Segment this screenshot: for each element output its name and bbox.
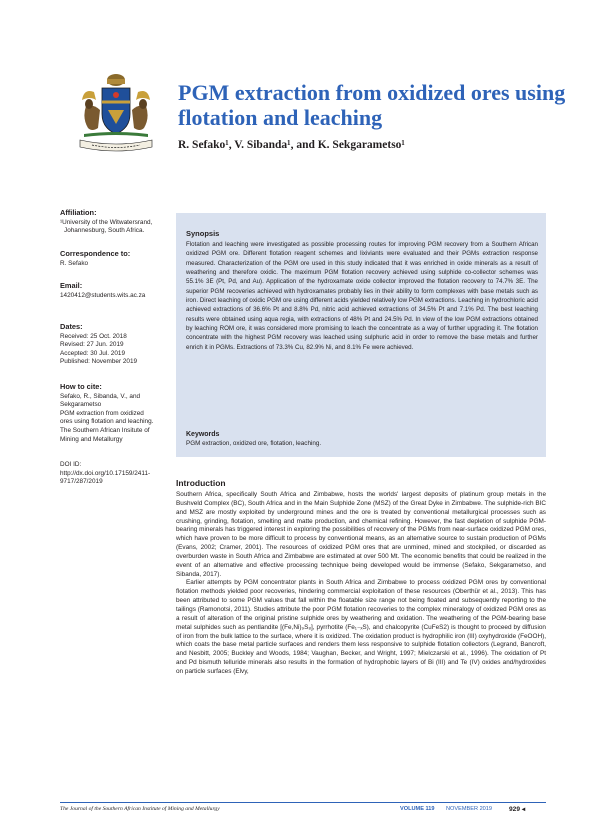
cite-line: ores using flotation and leaching.: [60, 418, 154, 426]
email-section: [60, 282, 168, 300]
intro-paragraph: Southern Africa, specifically South Africa and Zimbabwe, hosts the worlds' largest deposits of platinum group metals in the Bushveld Complex (BC), South Africa and in the Main Sulphide Zone (MSZ) of the Great Dyke in Zimbabwe. The sulphide-rich BIC and MSZ are mostly exploited by underground mines and the ore is treated by conventional metallurgical processes such as crushing, grinding, flotation, smelting and matte production, and chemical refining. However, the fast depletion of sulphide PGM-bearing minerals has triggered interest in exploring the possibilities of recovery of the PGMs from near-surface oxidized PGM ores, which have proven to be more difficult to process by conventional means, as an alternative source to sustain production of PGMs (Evans, 2002; Cramer, 2001). The resources of oxidized PGM ores that are unmined, mined and stockpiled, or discarded as overburden waste in South Africa and Zimbabwe are estimated at over 500 Mt. The economic benefits that could be realized in the event of an alternative and effective processing technique being developed would be immense (Sefako, Sekgarametso, and Sibanda, 2017).: [176, 491, 546, 578]
volume-label: VOLUME 119: [400, 806, 435, 812]
affiliation-line: Johannesburg, South Africa.: [64, 227, 145, 235]
author-list: R. Sefako¹, V. Sibanda¹, and K. Sekgarametso¹: [178, 139, 405, 151]
cite-line: Mining and Metallurgy: [60, 435, 123, 443]
cite-line: PGM extraction from oxidized: [60, 409, 144, 417]
affiliation-heading: Affiliation:: [60, 208, 97, 217]
journal-name: The Journal of the Southern African Institute of Mining and Metallurgy: [60, 806, 220, 812]
cite-line: Sekgarametso: [60, 401, 102, 409]
citation-section: [60, 383, 168, 444]
article-title: PGM extraction from oxidized ores using flotation and leaching: [178, 80, 566, 130]
keywords-text: PGM extraction, oxidized ore, flotation, leaching.: [186, 440, 322, 447]
intro-paragraph: Earlier attempts by PGM concentrator plants in South Africa and Zimbabwe to process oxidized PGM ores by conventional flotation methods yielded poor recoveries, hindering commercial exploitation of these resources (Oberthür et al., 2013). This has been attributed to some PGM values that fall within the floatable size range not being floated and subsequently reporting to the tailings (Ramonotsi, 2011). Studies attribute the poor PGM flotation recoveries to the complex mineralogy of oxidized PGM ores as a result of alteration of the original pristine sulphide ores by weathering and oxidation. The weathering of the PGM-bearing base metal sulphides such as pentlandite [(Fe,Ni)₉S₈], pyrrhotite (Fe₁₋ₓS), and chalcopyrite (CuFeS2) is thought to proceed by diffusion of iron from the bulk lattice to the surface, where it is oxidized. The oxidation product is hydrophilic iron (III) oxyhydroxide (FeOOH), which coats the base metal particle surfaces and renders them less responsive to sulphide flotation collectors (Legrand, Bancroft, and Nesbitt, 2005; Buckley and Woods, 1984; Vaughan, Becker, and Wright, 1997; Mielczarski et al., 1996). The oxidation of Pt and Pd bismuth telluride minerals also results in the formation of hydrophobic layers of Bi (III) and Te (IV) oxides and/hydroxides on particle surfaces (Elvy,: [176, 579, 546, 675]
doi-link[interactable]: 9717/287/2019: [60, 478, 103, 486]
doi-label: DOI ID:: [60, 461, 82, 468]
cite-heading: How to cite:: [60, 382, 102, 391]
correspondence-name: R. Sefako: [60, 259, 89, 267]
affiliation-line: ¹University of the Witwatersrand,: [60, 218, 153, 226]
dates-heading: Dates:: [60, 322, 83, 331]
synopsis-text: Flotation and leaching were investigated as possible processing routes for improving PGM recovery from a Southern African oxidized PGM ore. Different flotation reagent schemes and lixiviants were evaluated and their PGMs extraction response measured. Characterization of the PGM ore used in this study indicated that it was enriched in oxide minerals as a result of weathering and therefore oxidic. The maximum PGM flotation recovery achieved using sulphide co-collector schemes was 55.1% 3E (Pt, Pd, and Au). Application of the hydroxamate oxide collector improved the flotation recovery to 74.7% 3E. The superior PGM recoveries achieved with hydroxamates probably lies in their ability to form complexes with base metals such as iron. Direct leaching of oxidic PGM ore using different acids yielded relatively low PGM extractions. Leaching in hydrochloric acid achieved extractions of 36.6% Pt and 8.8% Pd, nitric acid achieved extractions of 34.5% Pt and 7.1% Pd. The best leaching results were obtained using aqua regia, with extractions of 48% Pt and 24.5% Pd. In view of the low PGM extractions obtained by leaching ROM ore, it was considered more promising to leach the concentrate as a way of further upgrading it. The flotation concentrate with the highest PGM recovery was leached using sulphuric acid in order to remove the base metals and further enrich it in PGMs. Extractions of 73.3% Cu, 82.9% Ni, and 8.1% Fe were achieved.: [186, 241, 538, 351]
dates-section: [60, 323, 168, 367]
coat-of-arms-icon: [74, 70, 158, 154]
correspondence-section: [60, 250, 168, 268]
date-line: Published: November 2019: [60, 358, 138, 366]
date-line: Revised: 27 Jun. 2019: [60, 341, 124, 349]
cite-line: The Southern African Insitute of: [60, 426, 150, 434]
email-heading: Email:: [60, 281, 83, 290]
doi-section: [60, 461, 168, 487]
doi-link[interactable]: http://dx.doi.org/10.17159/2411-: [60, 469, 151, 477]
cite-line: Sefako, R., Sibanda, V., and: [60, 392, 141, 400]
synopsis-heading: Synopsis: [186, 229, 220, 238]
introduction-body: [176, 491, 546, 677]
correspondence-heading: Correspondence to:: [60, 249, 131, 258]
email-link[interactable]: 1420412@students.wits.ac.za: [60, 291, 146, 299]
issue-date: NOVEMBER 2019: [446, 806, 493, 812]
footer-rule: [60, 802, 546, 803]
keywords-heading: Keywords: [186, 431, 220, 438]
date-line: Received: 25 Oct. 2018: [60, 332, 127, 340]
date-line: Accepted: 30 Jul. 2019: [60, 349, 126, 357]
page-arrow-icon: ◂: [521, 806, 526, 813]
page-number: [509, 805, 525, 813]
affiliation-section: [60, 209, 168, 236]
page-number-value: 929: [509, 806, 521, 813]
introduction-heading: Introduction: [176, 478, 226, 488]
